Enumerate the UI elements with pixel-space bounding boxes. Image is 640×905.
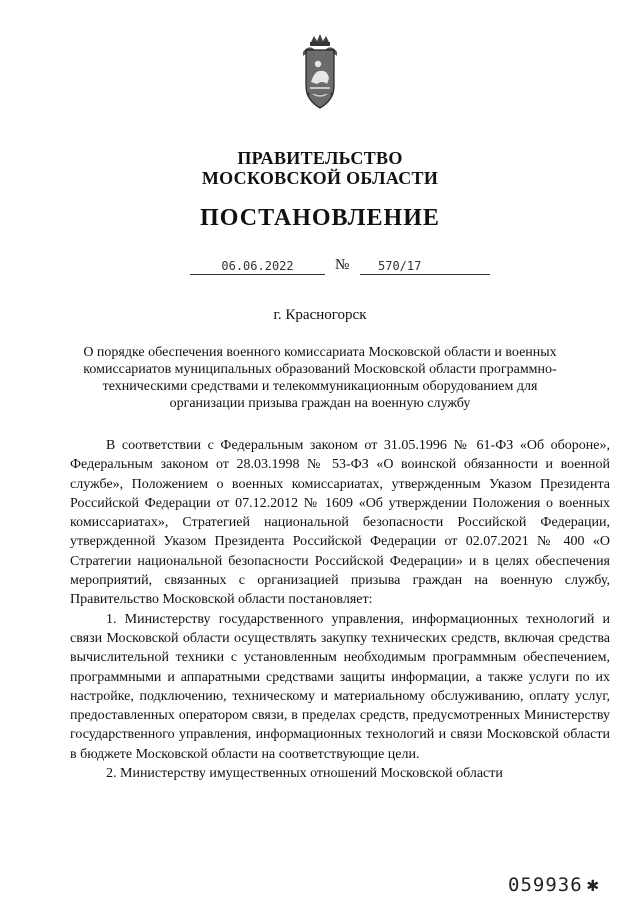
body-paragraph-item-1: 1. Министерству государственного управления, информационных технологий и связи Московской области осуществлять закупку технических средств, включая средства вычислительной техники с установленным необходимым программным обеспечением, программными и аппаратными средствами защиты информации, а также услуги по их настройке, подключению, техническому и материальному обслуживанию, оплату услуг, предоставленных оператором связи, в пределах средств, предусмотренных Министерству государственного управления, информационных технологий и связи Московской области в бюджете Московской области на соответствующие цели. bbox=[70, 611, 610, 762]
document-number: 570/17 bbox=[360, 258, 490, 275]
issuing-authority bbox=[0, 148, 640, 188]
number-sign: № bbox=[335, 257, 350, 273]
asterisk-icon: ✱ bbox=[586, 872, 600, 896]
document-type-title: ПОСТАНОВЛЕНИЕ bbox=[200, 205, 440, 231]
authority-line-2: МОСКОВСКОЙ ОБЛАСТИ bbox=[201, 168, 439, 188]
authority-line-1: ПРАВИТЕЛЬСТВО bbox=[237, 148, 403, 168]
body-paragraph-item-2: 2. Министерству имущественных отношений Московской области bbox=[106, 766, 503, 782]
document-subject: О порядке обеспечения военного комиссариата Московской области и военных комиссариатов муниципальных образований Московской области программно-техническими средствами и телекоммуникационным оборудованием для организации призыва граждан на военную службу bbox=[83, 345, 557, 411]
registration-number bbox=[508, 872, 600, 896]
document-body bbox=[70, 436, 610, 783]
document-date: 06.06.2022 bbox=[190, 258, 325, 275]
document-date-number-line bbox=[190, 258, 490, 278]
issuing-city: г. Красногорск bbox=[273, 307, 367, 323]
registration-number-digits: 059936 bbox=[508, 874, 583, 896]
coat-of-arms-icon bbox=[297, 34, 343, 114]
body-paragraph-preamble: В соответствии с Федеральным законом от 31.05.1996 № 61-ФЗ «Об обороне», Федеральным законом от 28.03.1998 № 53-ФЗ «О воинской обязанности и военной службе», Положением о военных комиссариатах, утвержденным Указом Президента Российской Федерации от 07.12.2012 № 1609 «Об утверждении Положения о военных комиссариатах», Стратегией национальной безопасности Российской Федерации, утвержденной Указом Президента Российской Федерации от 02.07.2021 № 400 «О Стратегии национальной безопасности Российской Федерации» и в целях обеспечения мероприятий, связанных с организацией призыва граждан на военную службу, Правительство Московской области постановляет: bbox=[70, 438, 610, 608]
